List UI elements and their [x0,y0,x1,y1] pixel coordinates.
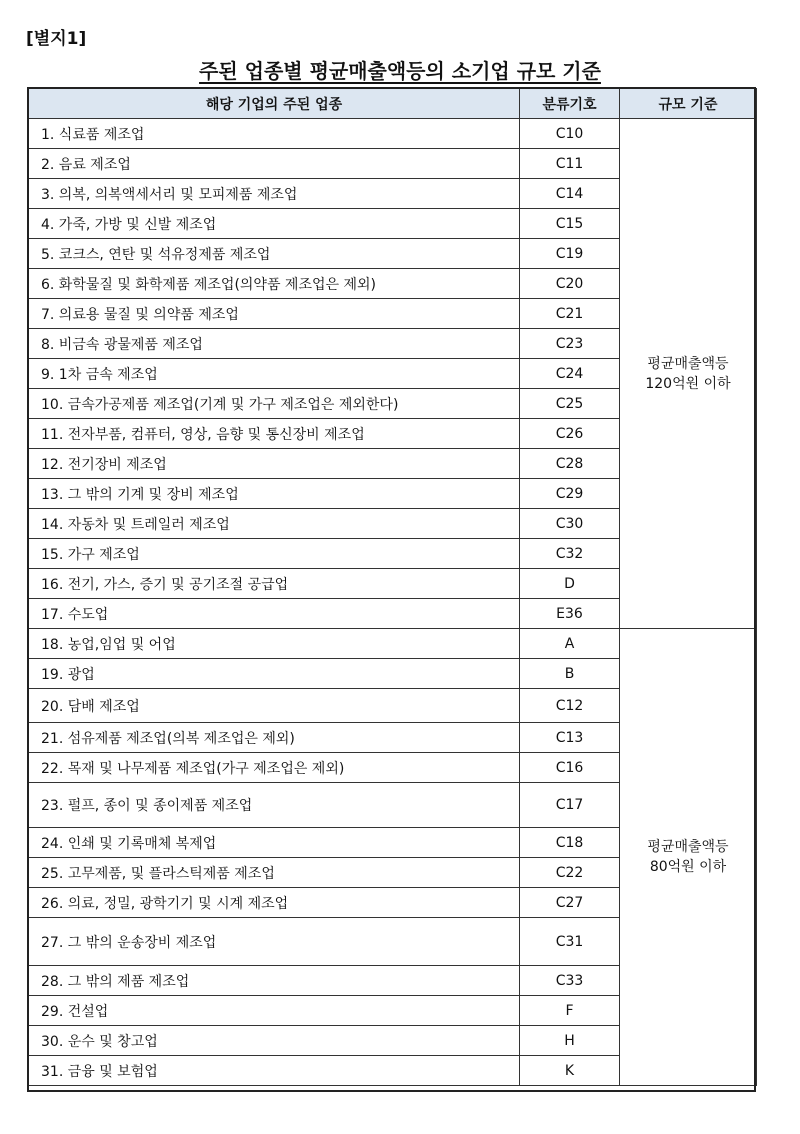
table-row [29,629,757,659]
industry-name-cell: 16. 전기, 가스, 증기 및 공기조절 공급업 [29,569,520,599]
industry-name-cell: 9. 1차 금속 제조업 [29,359,520,389]
annex-label: [별지1] [26,29,87,49]
classification-code-cell: C14 [520,179,620,209]
header-scale: 규모 기준 [620,89,757,119]
industry-name-cell: 15. 가구 제조업 [29,539,520,569]
classification-code-cell: C19 [520,239,620,269]
industry-name-cell: 25. 고무제품, 및 플라스틱제품 제조업 [29,858,520,888]
classification-code-cell: C24 [520,359,620,389]
classification-code-cell: C16 [520,753,620,783]
classification-code-cell: C22 [520,858,620,888]
industry-name-cell: 2. 음료 제조업 [29,149,520,179]
industry-name-cell: 12. 전기장비 제조업 [29,449,520,479]
industry-name-cell: 23. 펄프, 종이 및 종이제품 제조업 [29,783,520,828]
classification-code-cell: C26 [520,419,620,449]
industry-name-cell: 4. 가죽, 가방 및 신발 제조업 [29,209,520,239]
classification-code-cell: C11 [520,149,620,179]
document-title: 주된 업종별 평균매출액등의 소기업 규모 기준 [199,59,601,83]
industry-name-cell: 7. 의료용 물질 및 의약품 제조업 [29,299,520,329]
industry-name-cell: 6. 화학물질 및 화학제품 제조업(의약품 제조업은 제외) [29,269,520,299]
industry-name-cell: 8. 비금속 광물제품 제조업 [29,329,520,359]
industry-name-cell: 3. 의복, 의복액세서리 및 모피제품 제조업 [29,179,520,209]
classification-code-cell: D [520,569,620,599]
size-criterion-line1: 평균매출액등 [647,355,729,372]
industry-name-cell: 20. 담배 제조업 [29,689,520,723]
classification-code-cell: E36 [520,599,620,629]
classification-code-cell: B [520,659,620,689]
classification-code-cell: C30 [520,509,620,539]
industry-name-cell: 21. 섬유제품 제조업(의복 제조업은 제외) [29,723,520,753]
industry-name-cell: 18. 농업,임업 및 어업 [29,629,520,659]
industry-name-cell: 22. 목재 및 나무제품 제조업(가구 제조업은 제외) [29,753,520,783]
table-header-row [29,89,757,119]
classification-code-cell: C17 [520,783,620,828]
classification-code-cell: H [520,1026,620,1056]
size-criterion-line1: 평균매출액등 [647,839,729,855]
classification-code-cell: K [520,1056,620,1086]
classification-code-cell: C28 [520,449,620,479]
industry-name-cell: 29. 건설업 [29,996,520,1026]
industry-name-cell: 31. 금융 및 보험업 [29,1056,520,1086]
classification-code-cell: C20 [520,269,620,299]
classification-code-cell: C12 [520,689,620,723]
industry-name-cell: 14. 자동차 및 트레일러 제조업 [29,509,520,539]
classification-code-cell: C25 [520,389,620,419]
industry-name-cell: 28. 그 밖의 제품 제조업 [29,966,520,996]
classification-code-cell: C29 [520,479,620,509]
industry-name-cell: 26. 의료, 정밀, 광학기기 및 시계 제조업 [29,888,520,918]
industry-name-cell: 11. 전자부품, 컴퓨터, 영상, 음향 및 통신장비 제조업 [29,419,520,449]
classification-code-cell: C23 [520,329,620,359]
industry-name-cell: 17. 수도업 [29,599,520,629]
classification-code-cell: A [520,629,620,659]
industry-name-cell: 24. 인쇄 및 기록매체 복제업 [29,828,520,858]
industry-name-cell: 1. 식료품 제조업 [29,119,520,149]
table-row [29,119,757,149]
industry-name-cell: 30. 운수 및 창고업 [29,1026,520,1056]
classification-code-cell: C13 [520,723,620,753]
classification-code-cell: C31 [520,918,620,966]
size-criterion-line2: 120억원 이하 [645,375,731,392]
size-criterion-cell [620,629,757,1086]
header-industry: 해당 기업의 주된 업종 [29,89,520,119]
industry-name-cell: 5. 코크스, 연탄 및 석유정제품 제조업 [29,239,520,269]
classification-code-cell: C18 [520,828,620,858]
classification-code-cell: C27 [520,888,620,918]
industry-name-cell: 10. 금속가공제품 제조업(기계 및 가구 제조업은 제외한다) [29,389,520,419]
industry-name-cell: 27. 그 밖의 운송장비 제조업 [29,918,520,966]
classification-code-cell: C21 [520,299,620,329]
classification-code-cell: C33 [520,966,620,996]
industry-name-cell: 19. 광업 [29,659,520,689]
size-criterion-line2: 80억원 이하 [649,859,727,875]
classification-code-cell: C32 [520,539,620,569]
classification-code-cell: F [520,996,620,1026]
size-criteria-table [28,88,757,1086]
classification-code-cell: C15 [520,209,620,239]
industry-name-cell: 13. 그 밖의 기계 및 장비 제조업 [29,479,520,509]
header-code: 분류기호 [520,89,620,119]
classification-code-cell: C10 [520,119,620,149]
size-criterion-cell [620,119,757,629]
